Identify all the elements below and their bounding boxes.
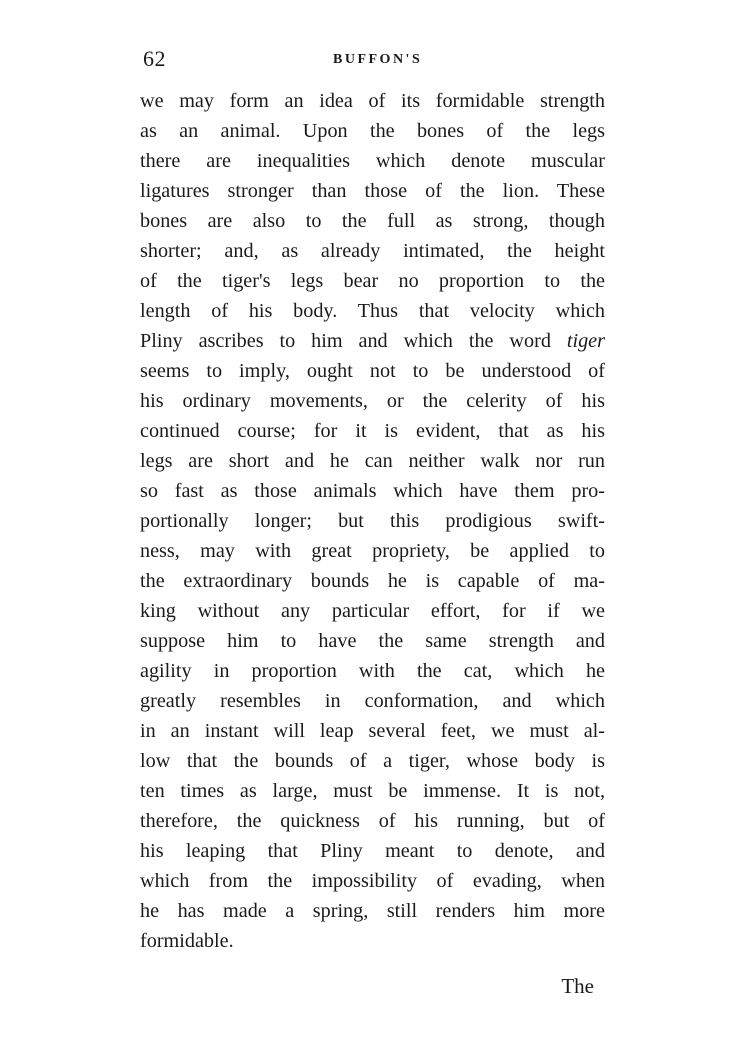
text-line-content: ligatures stronger than those of the lion. These: [140, 180, 605, 202]
text-line-content: ness, may with great propriety, be applied to: [140, 540, 605, 562]
text-line: [140, 656, 605, 686]
text-line: [140, 266, 605, 296]
text-line-content: his leaping that Pliny meant to denote, and: [140, 840, 605, 862]
italic-word: tiger: [566, 330, 605, 352]
text-line-content: of the tiger's legs bear no proportion to the: [140, 270, 605, 292]
text-line-content: he has made a spring, still renders him more: [140, 900, 605, 922]
text-line-content: legs are short and he can neither walk nor run: [140, 450, 605, 472]
text-line-content: we may form an idea of its formidable strength: [140, 90, 605, 112]
text-line: [140, 86, 605, 116]
text-line: [140, 476, 605, 506]
body-text: [140, 86, 605, 956]
text-line-content: bones are also to the full as strong, though: [140, 210, 605, 232]
text-line: [140, 596, 605, 626]
text-line: [140, 926, 605, 956]
text-line: [140, 236, 605, 266]
text-line-content: low that the bounds of a tiger, whose body is: [140, 750, 605, 772]
text-line-content: in an instant will leap several feet, we must al-: [140, 720, 605, 742]
text-line-content: length of his body. Thus that velocity which: [140, 300, 605, 322]
text-line: [140, 386, 605, 416]
text-line: [140, 206, 605, 236]
text-line: [140, 686, 605, 716]
text-line: [140, 146, 605, 176]
text-line-content: there are inequalities which denote muscular: [140, 150, 605, 172]
text-line-content: which from the impossibility of evading, when: [140, 870, 605, 892]
running-head: [143, 46, 605, 76]
text-line-content: as an animal. Upon the bones of the legs: [140, 120, 605, 142]
text-line: [140, 506, 605, 536]
text-line: [140, 866, 605, 896]
text-line-content: shorter; and, as already intimated, the height: [140, 240, 605, 262]
text-line-content: portionally longer; but this prodigious swift-: [140, 510, 605, 532]
text-line-content: suppose him to have the same strength and: [140, 630, 605, 652]
text-line: [140, 116, 605, 146]
text-line-content: formidable.: [140, 930, 234, 952]
text-line: [140, 566, 605, 596]
text-line: [140, 776, 605, 806]
text-line: [140, 326, 605, 356]
text-line: [140, 746, 605, 776]
text-line: [140, 716, 605, 746]
text-line: [140, 536, 605, 566]
text-line: [140, 806, 605, 836]
text-line-content: therefore, the quickness of his running, but of: [140, 810, 605, 832]
text-line-content: Pliny ascribes to him and which the word: [140, 330, 567, 352]
text-line-content: agility in proportion with the cat, which he: [140, 660, 605, 682]
catchword: The: [561, 974, 594, 998]
text-line: [140, 626, 605, 656]
text-line: [140, 296, 605, 326]
text-line-content: greatly resembles in conformation, and which: [140, 690, 605, 712]
text-line-content: the extraordinary bounds he is capable of ma-: [140, 570, 605, 592]
text-line-content: seems to imply, ought not to be understood of: [140, 360, 605, 382]
text-line: [140, 416, 605, 446]
text-line-content: king without any particular effort, for if we: [140, 600, 605, 622]
running-title: BUFFON'S: [333, 52, 423, 67]
text-line-content: so fast as those animals which have them pro-: [140, 480, 605, 502]
text-line-content: continued course; for it is evident, that as his: [140, 420, 605, 442]
text-line: [140, 836, 605, 866]
page-number: 62: [143, 46, 166, 71]
text-line: [140, 356, 605, 386]
text-line-content: his ordinary movements, or the celerity of his: [140, 390, 605, 412]
text-line-content: ten times as large, must be immense. It is not,: [140, 780, 605, 802]
text-line: [140, 176, 605, 206]
text-line: [140, 446, 605, 476]
text-line: [140, 896, 605, 926]
